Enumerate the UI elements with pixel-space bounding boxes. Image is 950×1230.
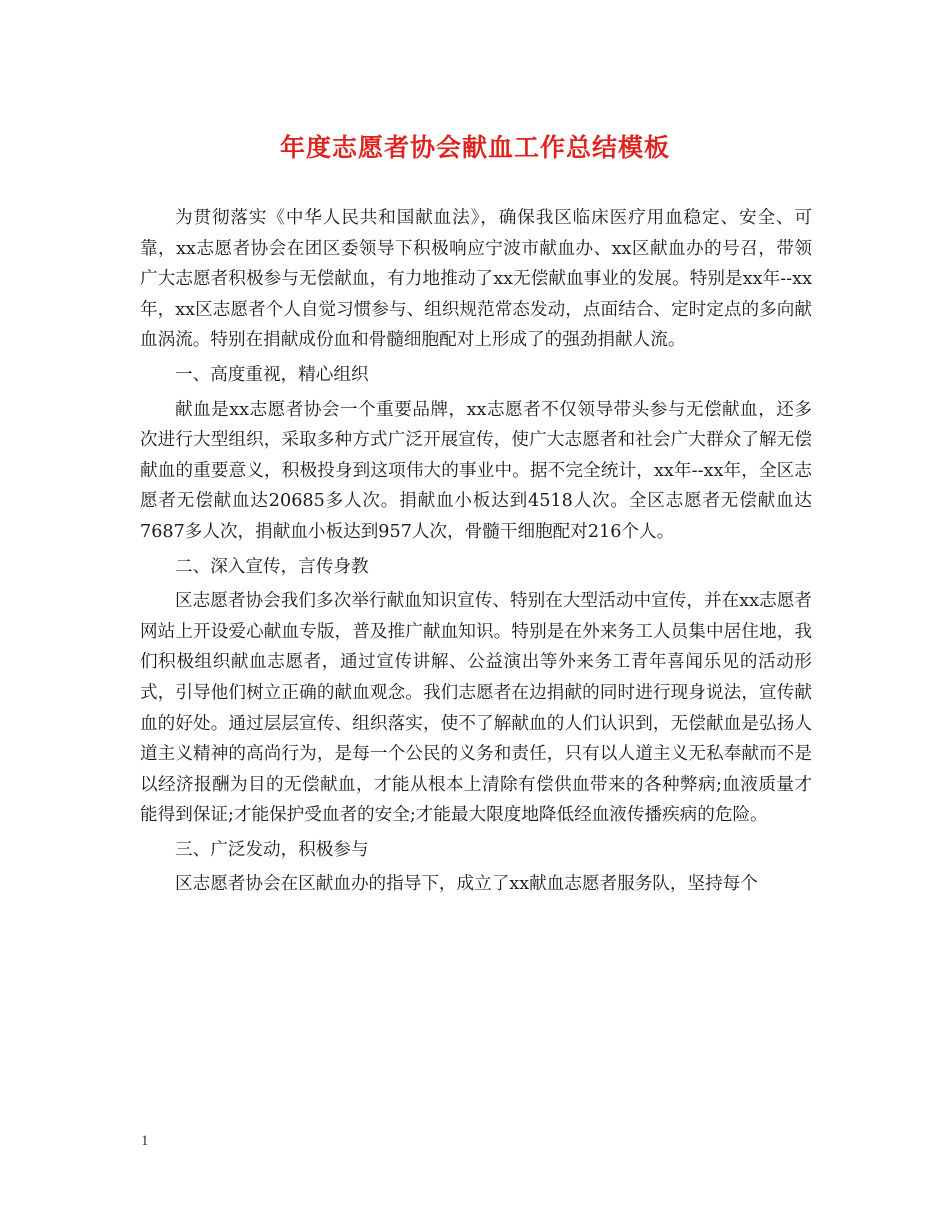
section-heading-3: 三、广泛发动，积极参与	[175, 839, 369, 860]
document-body	[140, 203, 812, 904]
section-2-paragraph: 区志愿者协会我们多次举行献血知识宣传、特别在大型活动中宣传，并在xx志愿者网站上开设爱心献血专版，普及推广献血知识。特别是在外来务工人员集中居住地，我们积极组织献血志愿者，通过宣传讲解、公益演出等外来务工青年喜闻乐见的活动形式，引导他们树立正确的献血观念。我们志愿者在边捐献的同时进行现身说法，宣传献血的好处。通过层层宣传、组织落实，使不了解献血的人们认识到，无偿献血是弘扬人道主义精神的高尚行为，是每一个公民的义务和责任，只有以人道主义无私奉献而不是以经济报酬为目的无偿献血，才能从根本上清除有偿供血带来的各种弊病;血液质量才能得到保证;才能保护受血者的安全;才能最大限度地降低经血液传播疾病的危险。	[140, 591, 812, 826]
section-heading-2: 二、深入宣传，言传身教	[175, 556, 369, 577]
section-heading-1: 一、高度重视，精心组织	[175, 364, 369, 385]
document-title: 年度志愿者协会献血工作总结模板	[279, 133, 670, 162]
section-1-paragraph: 献血是xx志愿者协会一个重要品牌，xx志愿者不仅领导带头参与无偿献血，还多次进行大型组织，采取多种方式广泛开展宣传，使广大志愿者和社会广大群众了解无偿献血的重要意义，积极投身到这项伟大的事业中。据不完全统计，xx年--xx年，全区志愿者无偿献血达20685多人次。捐献血小板达到4518人次。全区志愿者无偿献血达7687多人次，捐献血小板达到957人次，骨髓干细胞配对216个人。	[140, 399, 812, 542]
section-3-paragraph: 区志愿者协会在区献血办的指导下，成立了xx献血志愿者服务队，坚持每个	[175, 874, 758, 895]
page-number: 1	[141, 1133, 149, 1149]
intro-paragraph: 为贯彻落实《中华人民共和国献血法》，确保我区临床医疗用血稳定、安全、可靠，xx志愿者协会在团区委领导下积极响应宁波市献血办、xx区献血办的号召，带领广大志愿者积极参与无偿献血，有力地推动了xx无偿献血事业的发展。特别是xx年--xx年，xx区志愿者个人自觉习惯参与、组织规范常态发动，点面结合、定时定点的多向献血涡流。特别在捐献成份血和骨髓细胞配对上形成了的强劲捐献人流。	[140, 208, 812, 351]
